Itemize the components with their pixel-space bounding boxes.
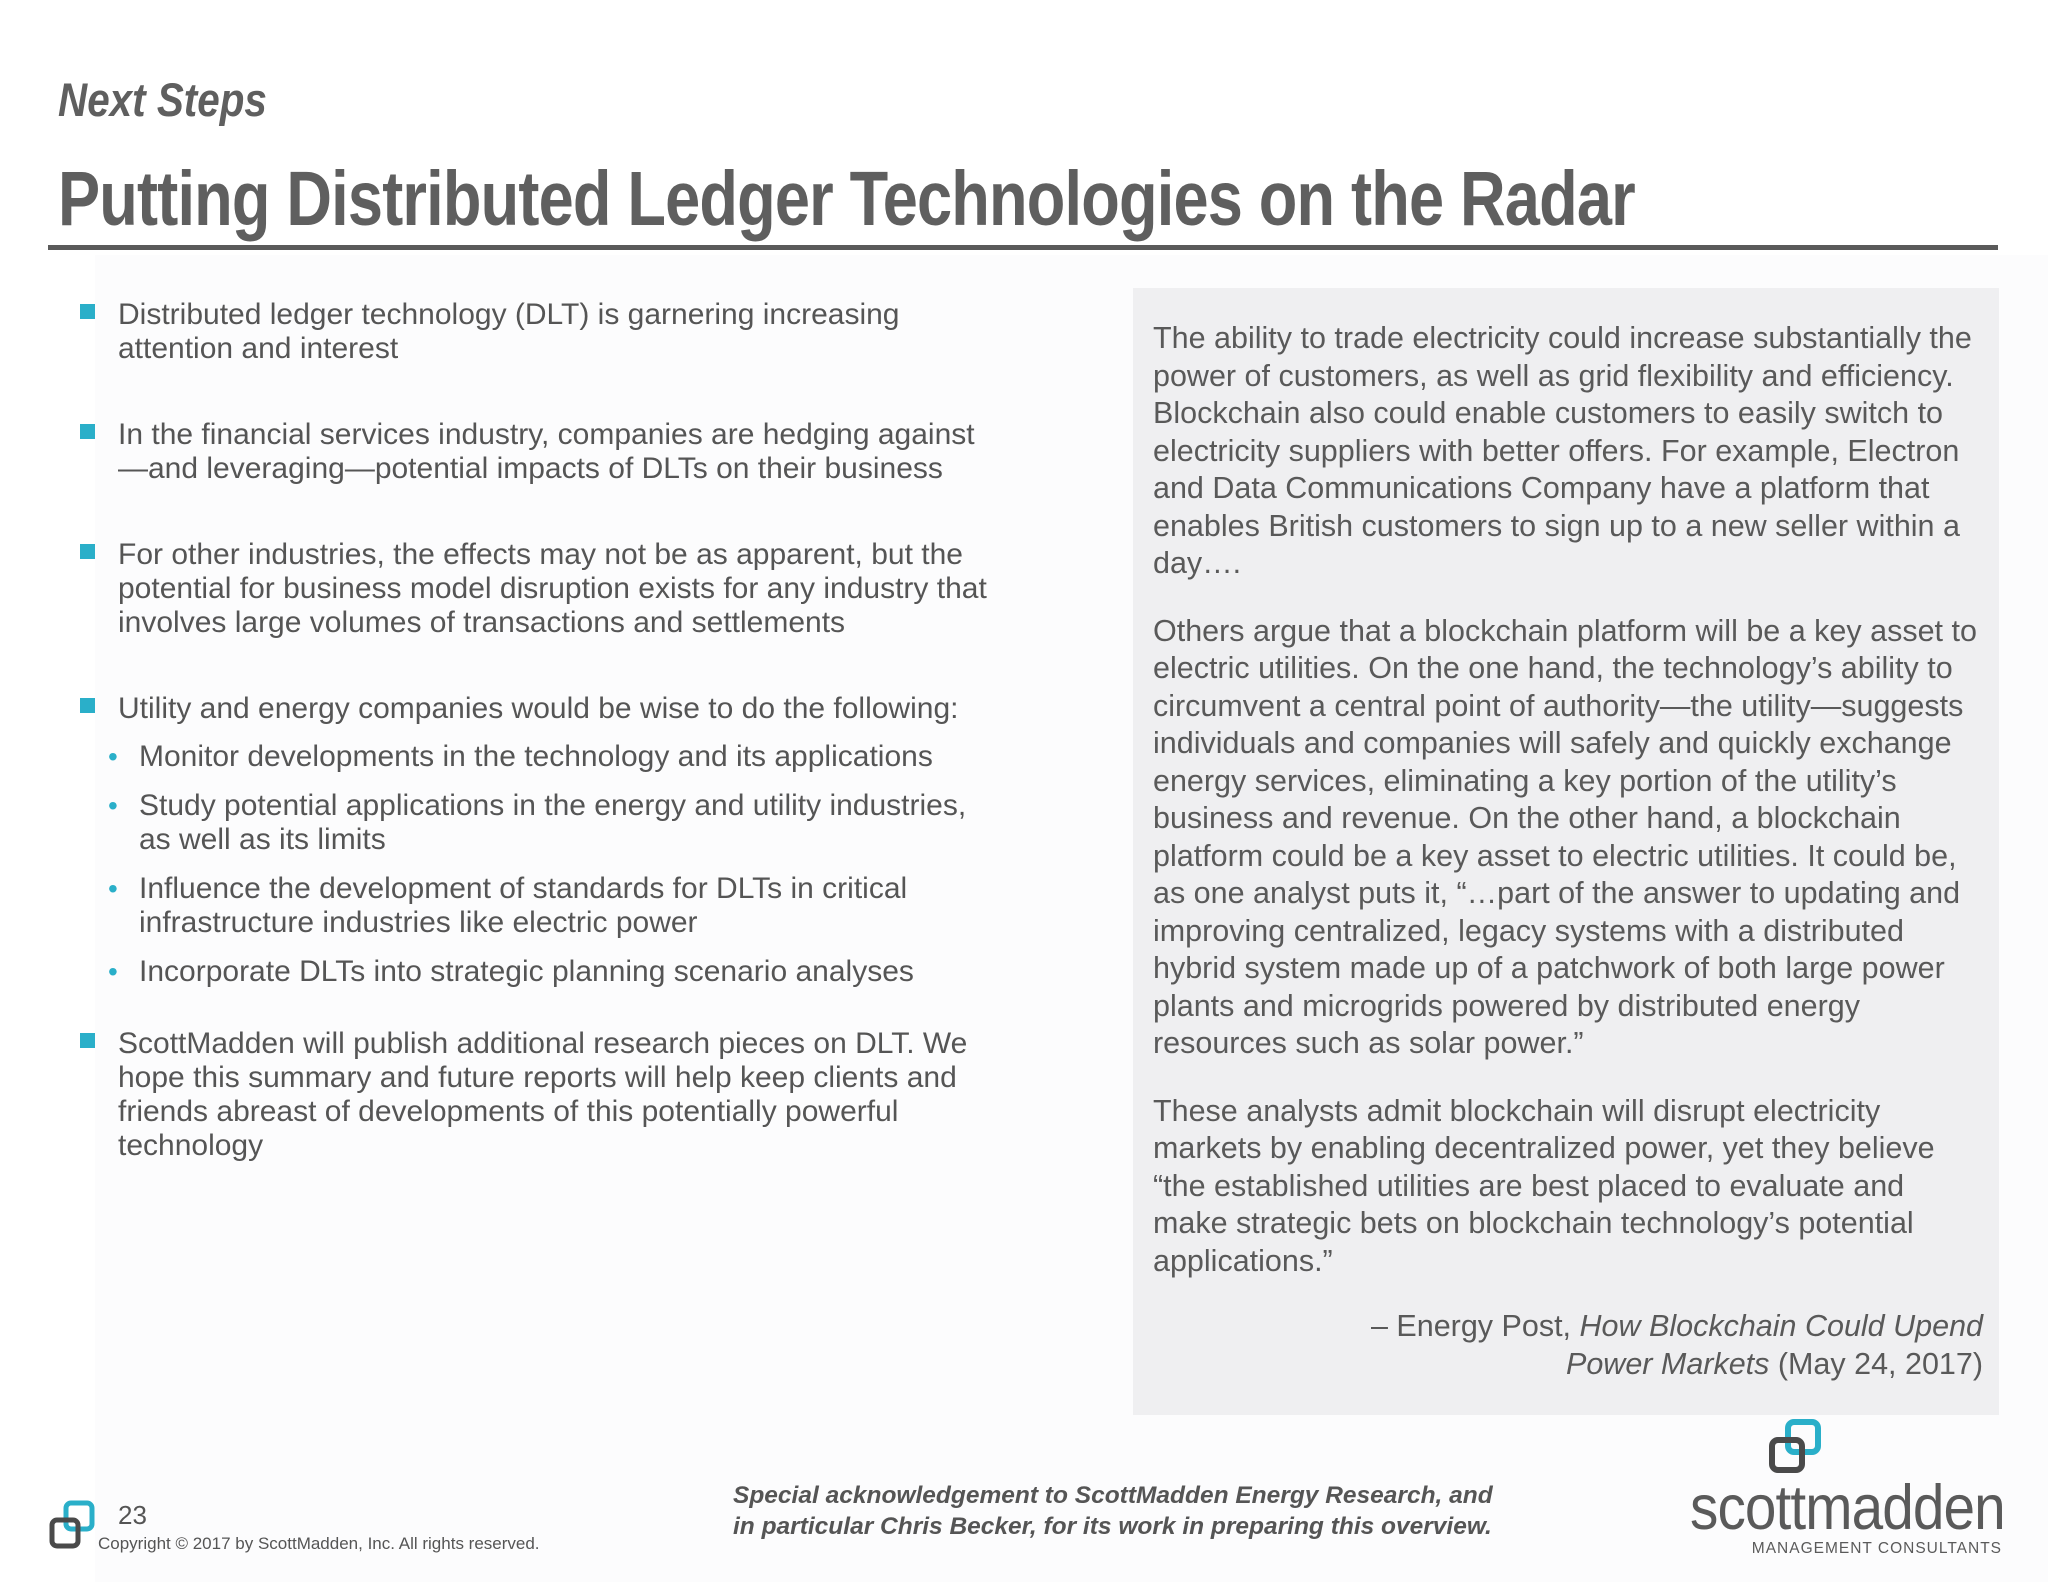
bullet-square-icon bbox=[80, 1033, 95, 1048]
quote-paragraph: The ability to trade electricity could increase substantially the power of customers, as well as grid flexibility and efficiency. Blockchain also could enable customers to easily switch to electricity suppliers with better offers. For example, Electron and Data Communications Company have a platform that enables British customers to sign up to a new seller within a day…. bbox=[1153, 321, 1972, 580]
page-number: 23 bbox=[118, 1500, 147, 1530]
logo-tagline: MANAGEMENT CONSULTANTS bbox=[1751, 1540, 2002, 1557]
sub-bullet-text: Monitor developments in the technology and its applications bbox=[139, 740, 933, 773]
bullet-item bbox=[80, 692, 1000, 989]
ack-line: in particular Chris Becker, for its work in preparing this overview. bbox=[733, 1513, 1492, 1540]
sub-bullet-item bbox=[80, 740, 1000, 774]
bullet-item bbox=[80, 418, 1000, 486]
bullet-text: Distributed ledger technology (DLT) is garnering increasing attention and interest bbox=[118, 298, 900, 365]
sub-bullet-item bbox=[80, 872, 1000, 940]
section-kicker: Next Steps bbox=[58, 73, 267, 126]
quote-text bbox=[1153, 320, 1983, 1383]
brand-logo bbox=[1690, 1418, 2005, 1557]
logo-wordmark: scottmadden bbox=[1690, 1473, 2005, 1543]
ack-line: Special acknowledgement to ScottMadden Energy Research, and bbox=[733, 1482, 1493, 1509]
scottmadden-logo-icon bbox=[48, 1500, 100, 1556]
quote-attribution bbox=[1153, 1308, 1983, 1383]
bullet-item bbox=[80, 1027, 1000, 1163]
bullet-text: For other industries, the effects may not be as apparent, but the potential for business model disruption exists for any industry that involves large volumes of transactions and settlements bbox=[118, 538, 987, 639]
bullet-text: Utility and energy companies would be wise to do the following: bbox=[118, 692, 959, 725]
bullet-dot-icon: • bbox=[108, 873, 118, 904]
bullet-square-icon bbox=[80, 304, 95, 319]
bullet-dot-icon: • bbox=[108, 790, 118, 821]
bullet-dot-icon: • bbox=[108, 741, 118, 772]
attribution-title: Power Markets bbox=[1566, 1346, 1770, 1381]
bullet-list bbox=[80, 298, 1000, 1215]
bullet-square-icon bbox=[80, 424, 95, 439]
bullet-text: ScottMadden will publish additional research pieces on DLT. We hope this summary and future reports will help keep clients and friends abreast of developments of this potentially powerful technology bbox=[118, 1027, 968, 1162]
scottmadden-logo-icon bbox=[1766, 1418, 1828, 1480]
bullet-item bbox=[80, 298, 1000, 366]
sub-bullet-item bbox=[80, 789, 1000, 857]
sub-bullet-text: Influence the development of standards for DLTs in critical infrastructure industries like electric power bbox=[139, 872, 908, 939]
bullet-item bbox=[80, 538, 1000, 640]
copyright: Copyright © 2017 by ScottMadden, Inc. All rights reserved. bbox=[98, 1534, 540, 1553]
sub-bullet-item bbox=[80, 955, 1000, 989]
quote-paragraph: These analysts admit blockchain will disrupt electricity markets by enabling decentralized power, yet they believe “the established utilities are best placed to evaluate and make strategic bets on blockchain technology’s potential applications.” bbox=[1153, 1093, 1935, 1278]
bullet-dot-icon: • bbox=[108, 956, 118, 987]
acknowledgement bbox=[733, 1480, 1533, 1542]
attribution-title: How Blockchain Could Upend bbox=[1579, 1309, 1983, 1343]
title-divider bbox=[48, 245, 1998, 250]
sub-bullet-text: Incorporate DLTs into strategic planning scenario analyses bbox=[139, 955, 914, 988]
sub-bullet-list bbox=[80, 740, 1000, 989]
bullet-text: In the financial services industry, companies are hedging against—and leveraging—potential impacts of DLTs on their business bbox=[118, 418, 975, 485]
attribution-date: (May 24, 2017) bbox=[1769, 1346, 1983, 1381]
page-title: Putting Distributed Ledger Technologies on the Radar bbox=[58, 156, 1635, 242]
sub-bullet-text: Study potential applications in the energy and utility industries, as well as its limits bbox=[139, 789, 967, 856]
bullet-square-icon bbox=[80, 544, 95, 559]
bullet-square-icon bbox=[80, 698, 95, 713]
attribution-source: – Energy Post, bbox=[1370, 1309, 1580, 1343]
quote-paragraph: Others argue that a blockchain platform will be a key asset to electric utilities. On the one hand, the technology’s ability to circumvent a central point of authority—the utility—suggests individuals and companies will safely and quickly exchange energy services, eliminating a key portion of the utility’s business and revenue. On the other hand, a blockchain platform could be a key asset to electric utilities. It could be, as one analyst puts it, “…part of the answer to updating and improving centralized, legacy systems with a distributed hybrid system made up of a patchwork of both large power plants and microgrids powered by distributed energy resources such as solar power.” bbox=[1153, 613, 1977, 1060]
